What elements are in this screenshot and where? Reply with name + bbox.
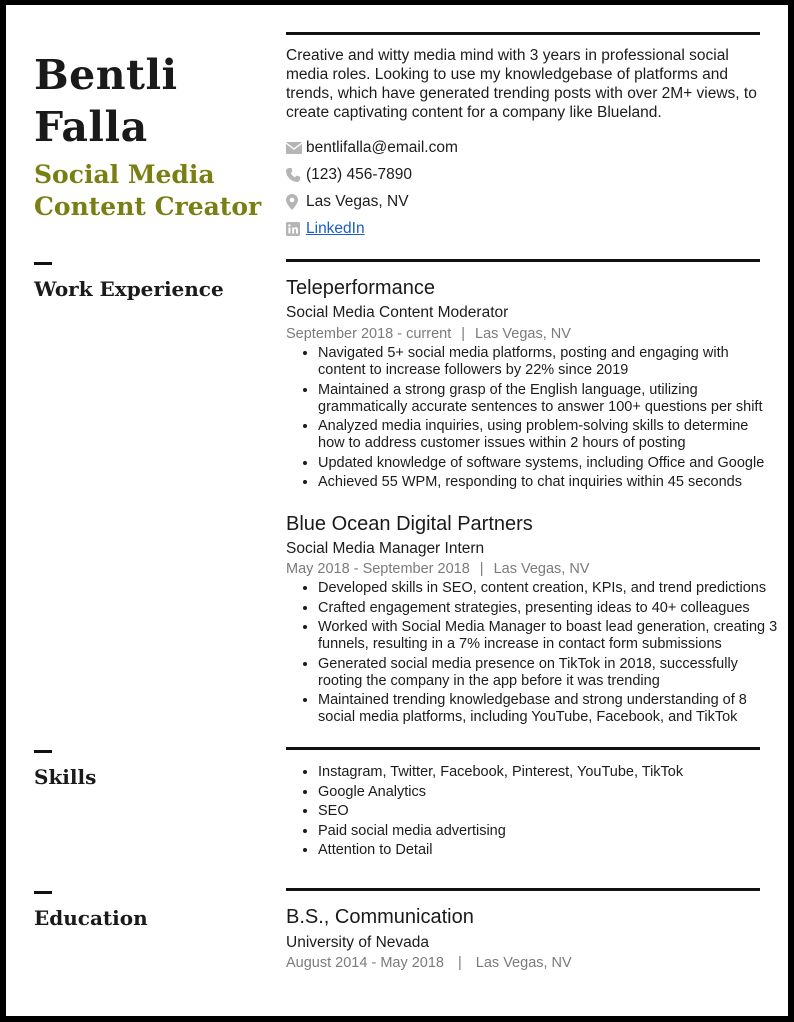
meta-separator: | [458,955,462,971]
job-company: Teleperformance [286,277,435,299]
education-section-marker [34,891,52,894]
education-dates: August 2014 - May 2018 [286,955,444,971]
envelope-icon [286,142,306,154]
list-item: • Maintained a strong grasp of the English language, utilizing grammatically accurate sentences to answer 100+ questions per shift [318,382,778,416]
education-location: Las Vegas, NV [475,955,572,971]
education-degree: B.S., Communication [286,906,474,928]
contact-email [286,138,458,158]
meta-separator: | [461,326,466,342]
phone-text: (123) 456-7890 [306,166,412,183]
work-section-title: Work Experience [34,277,224,301]
contact-phone [286,165,412,185]
location-pin-icon [286,194,306,210]
contact-linkedin [286,219,365,239]
job-dates: May 2018 - September 2018 [286,561,470,577]
list-item: • Attention to Detail [318,842,778,859]
education-meta [286,955,572,971]
email-text: bentlifalla@email.com [306,139,458,156]
list-item: • Generated social media presence on TikTok in 2018, successfully rooting the company in the app before it was trending [318,656,778,690]
education-section-title: Education [34,906,148,930]
job-meta [286,561,589,577]
job-location: Las Vegas, NV [493,561,590,577]
list-item: • Instagram, Twitter, Facebook, Pinterest, YouTube, TikTok [318,764,778,781]
job-location: Las Vegas, NV [475,326,571,342]
list-item: • Crafted engagement strategies, presenting ideas to 40+ colleagues [318,600,778,617]
education-divider [286,888,760,891]
skills-section-title: Skills [34,765,97,789]
list-item: • Achieved 55 WPM, responding to chat inquiries within 45 seconds [318,474,778,491]
last-name: Falla [34,103,148,151]
location-text: Las Vegas, NV [306,193,409,210]
contact-location [286,192,409,212]
meta-separator: | [479,561,484,577]
list-item: • SEO [318,803,778,820]
job-title-line-2: Content Creator [34,192,262,221]
job-bullets [299,345,778,494]
list-item: • Google Analytics [318,784,778,801]
list-item: • Updated knowledge of software systems, including Office and Google [318,455,778,472]
list-item: • Developed skills in SEO, content creation, KPIs, and trend predictions [318,580,778,597]
first-name: Bentli [34,51,178,99]
resume-page [6,5,788,1016]
job-meta [286,326,571,342]
work-section-marker [34,262,52,265]
list-item: • Paid social media advertising [318,823,778,840]
education-school: University of Nevada [286,934,430,951]
list-item: • Navigated 5+ social media platforms, posting and engaging with content to increase followers by 22% since 2019 [318,345,778,379]
job-role: Social Media Manager Intern [286,540,485,557]
summary: Creative and witty media mind with 3 years in professional social media roles. Looking to use my knowledgebase of platforms and trends, which have generated trending posts with over 2M+ views, to create captivating content for a company like Blueland. [286,47,757,121]
linkedin-link[interactable]: LinkedIn [306,220,365,237]
list-item: • Analyzed media inquiries, using problem-solving skills to determine how to address customer issues within 2 hours of posting [318,418,778,452]
skills-section-marker [34,750,52,753]
skills-divider [286,747,760,750]
job-bullets [299,580,778,729]
job-dates: September 2018 - current [286,326,452,342]
job-role: Social Media Content Moderator [286,304,509,321]
list-item: • Worked with Social Media Manager to boast lead generation, creating 3 funnels, resulting in a 7% increase in contact form submissions [318,619,778,653]
job-title-line-1: Social Media [34,160,215,189]
job-company: Blue Ocean Digital Partners [286,513,533,535]
linkedin-icon [286,222,306,236]
skills-list [299,764,778,862]
job-title [34,159,261,223]
work-divider [286,259,760,262]
phone-icon [286,168,306,182]
list-item: • Maintained trending knowledgebase and strong understanding of 8 social media platforms, including YouTube, Facebook, and TikTok [318,692,778,726]
candidate-name [34,49,178,153]
summary-divider [286,32,760,35]
